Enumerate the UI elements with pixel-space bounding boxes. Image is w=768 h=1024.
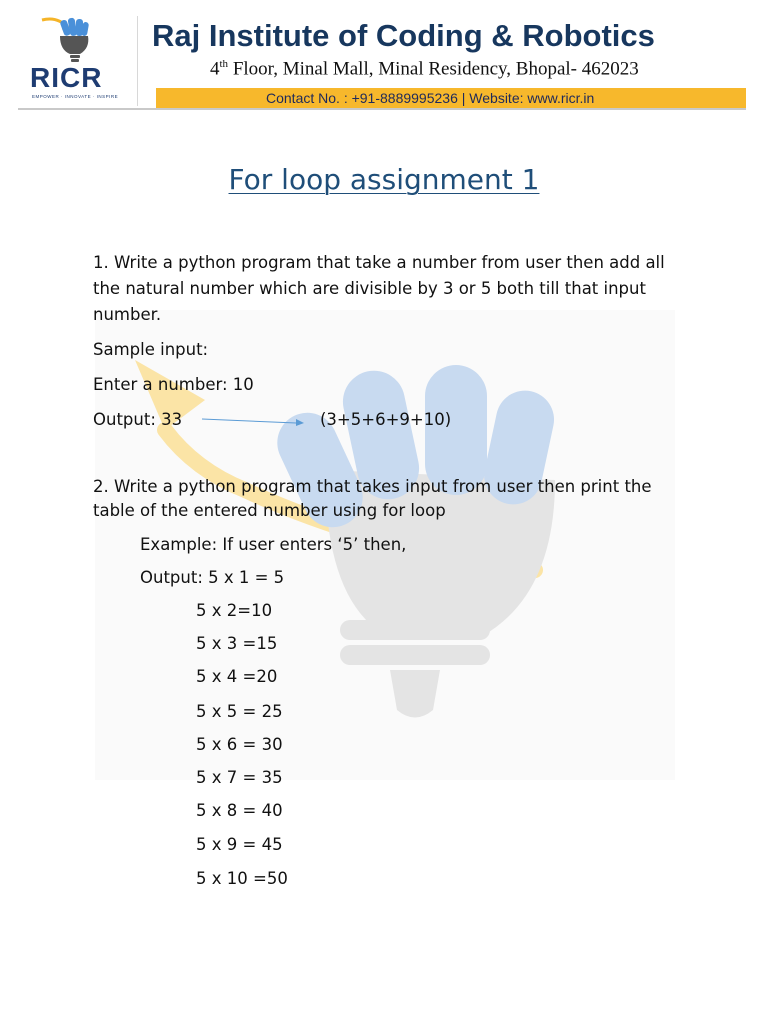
header-rule bbox=[18, 108, 746, 110]
table-row: 5 x 7 = 35 bbox=[196, 768, 283, 787]
table-row: 5 x 5 = 25 bbox=[196, 702, 283, 721]
table-row: 5 x 3 =15 bbox=[196, 634, 278, 653]
question-2-text: 2. Write a python program that takes input from user then print the table of the entered number using for loop bbox=[93, 477, 652, 520]
contact-info: Contact No. : +91-8889995236 | Website: www.ricr.in bbox=[266, 90, 595, 106]
assignment-title bbox=[0, 163, 768, 196]
institute-address bbox=[210, 58, 639, 80]
address-floor: 4 bbox=[210, 58, 220, 80]
sample-enter-line: Enter a number: 10 bbox=[93, 375, 254, 394]
table-row: 5 x 4 =20 bbox=[196, 667, 278, 686]
sample-output-line: Output: 33 bbox=[93, 410, 183, 429]
example-line: Example: If user enters ‘5’ then, bbox=[140, 535, 407, 554]
logo-tagline: EMPOWER · INNOVATE · INSPIRE bbox=[32, 94, 119, 99]
address-superscript: th bbox=[219, 58, 229, 70]
sample-input-label: Sample input: bbox=[93, 340, 209, 359]
header-divider bbox=[137, 16, 138, 106]
table-row: 5 x 8 = 40 bbox=[196, 801, 283, 820]
sum-explanation: (3+5+6+9+10) bbox=[320, 410, 452, 429]
logo-wordmark: RICR bbox=[30, 62, 103, 93]
assignment-title-text: For loop assignment 1 bbox=[228, 163, 540, 196]
ricr-logo-icon bbox=[38, 14, 98, 64]
table-output-first: Output: 5 x 1 = 5 bbox=[140, 568, 285, 587]
table-row: 5 x 6 = 30 bbox=[196, 735, 283, 754]
address-rest: Floor, Minal Mall, Minal Residency, Bhopal- 462023 bbox=[228, 58, 639, 80]
arrow-icon bbox=[200, 414, 310, 428]
table-row: 5 x 10 =50 bbox=[196, 869, 288, 888]
institute-name: Raj Institute of Coding & Robotics bbox=[152, 18, 655, 53]
table-row: 5 x 2=10 bbox=[196, 601, 273, 620]
table-row: 5 x 9 = 45 bbox=[196, 835, 283, 854]
question-1-text: 1. Write a python program that take a number from user then add all the natural number which are divisible by 3 or 5 both till that input number. bbox=[93, 253, 665, 324]
